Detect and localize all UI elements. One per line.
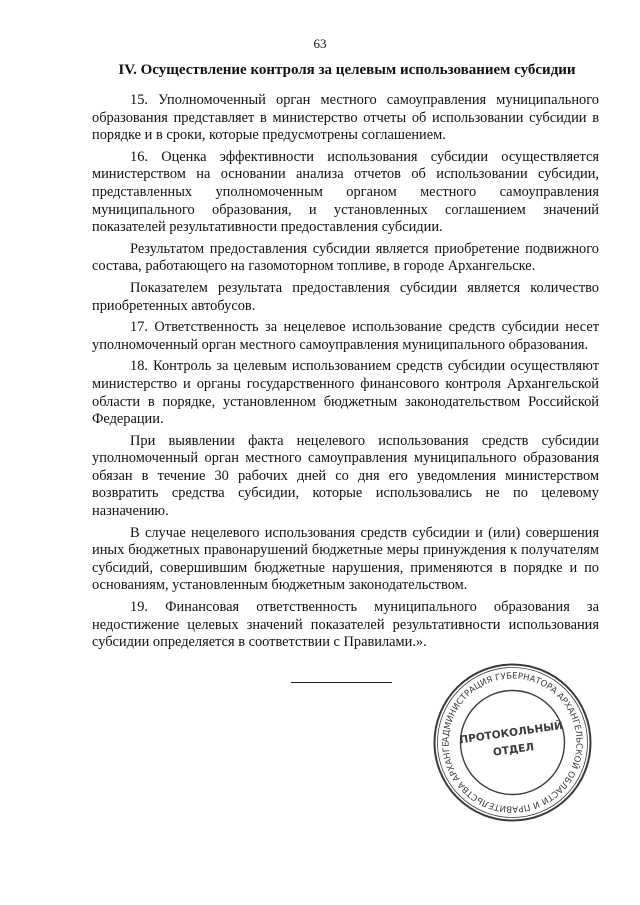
paragraph-15: 15. Уполномоченный орган местного самоуправления муниципального образования представляет в министерство отчеты об использовании субсидии в порядке и в сроки, которые предусмотрены соглашением. <box>92 92 599 144</box>
paragraph-result: Результатом предоставления субсидии является приобретение подвижного состава, работающего на газомоторном топливе, в городе Архангельске. <box>92 240 599 275</box>
stamp-ring-text: АДМИНИСТРАЦИЯ ГУБЕРНАТОРА АРХАНГЕЛЬСКОЙ ОБЛАСТИ И ПРАВИТЕЛЬСТВА АРХАНГЕ <box>441 671 584 814</box>
paragraph-16: 16. Оценка эффективности использования субсидии осуществляется министерством на основании анализа отчетов об использовании субсидии, представленных уполномоченным органом местного самоуправления муниципального образования, и установленных соглашением значений показателей результативности предоставления субсидии. <box>92 148 599 236</box>
stamp-outer-ring <box>435 665 591 821</box>
section-heading: IV. Осуществление контроля за целевым использованием субсидии <box>118 62 576 78</box>
paragraph-17: 17. Ответственность за нецелевое использование средств субсидии несет уполномоченный орган местного самоуправления муниципального образования. <box>92 319 599 353</box>
paragraph-enforcement: В случае нецелевого использования средств субсидии и (или) совершения иных бюджетных правонарушений бюджетные меры принуждения к получателям субсидий, совершившим бюджетные нарушения, применяются в порядке и по основаниям, установленным бюджетным законодательством. <box>92 524 599 594</box>
document-body <box>92 92 599 656</box>
stamp-center-line2: ОТДЕЛ <box>492 741 535 759</box>
stamp-seal <box>430 660 595 825</box>
paragraph-19: 19. Финансовая ответственность муниципального образования за недостижение целевых значений показателей результативности использования субсидии определяется в соответствии с Правилами.». <box>92 599 599 651</box>
page-number: 63 <box>313 36 327 51</box>
paragraph-18: 18. Контроль за целевым использованием средств субсидии осуществляют министерство и органы государственного финансового контроля Архангельской области в порядке, установленном бюджетным законодательством Российской Федерации. <box>92 358 599 428</box>
stamp-center-line1: ПРОТОКОЛЬНЫЙ <box>458 719 564 747</box>
protocol-department-stamp <box>430 660 595 825</box>
paragraph-misuse: При выявлении факта нецелевого использования средств субсидии уполномоченный орган местного самоуправления муниципального образования обязан в течение 30 рабочих дней со дня его уведомления министерством возвратить средства субсидии, которые использовались не по целевому назначению. <box>92 432 599 520</box>
paragraph-indicator: Показателем результата предоставления субсидии является количество приобретенных автобусов. <box>92 279 599 314</box>
signature-line <box>291 682 392 683</box>
